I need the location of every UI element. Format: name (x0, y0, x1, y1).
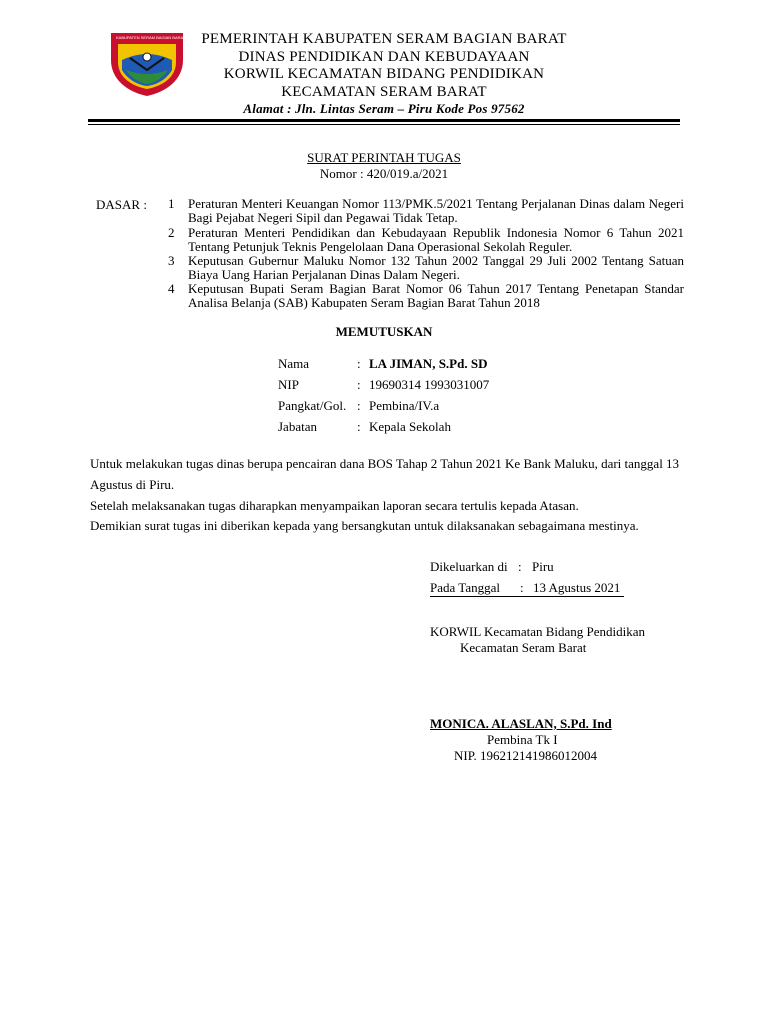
assignee-label: Nama (278, 356, 310, 371)
signatory-rank: Pembina Tk I (487, 732, 558, 747)
assignee-separator: : (357, 419, 361, 434)
issued-date-separator: : (520, 580, 524, 595)
signatory-name: MONICA. ALASLAN, S.Pd. Ind (430, 716, 612, 731)
issued-place: Piru (532, 559, 554, 574)
dasar-item (168, 226, 688, 254)
dasar-item (168, 254, 688, 282)
dasar-label: DASAR : (96, 197, 147, 212)
dasar-item-text: Peraturan Menteri Pendidikan dan Kebudayaan Republik Indonesia Nomor 6 Tahun 2021 Tentang Petunjuk Teknis Pengelolaan Dana Operasional Sekolah Reguler. (188, 225, 684, 254)
dasar-item-text: Keputusan Bupati Seram Bagian Barat Nomor 06 Tahun 2017 Tentang Penetapan Standar Analisa Belanja (SAB) Kabupaten Seram Bagian Barat Tahun 2018 (188, 281, 684, 310)
assignee-rank: Pembina/IV.a (369, 398, 440, 413)
assignee-label: Jabatan (278, 419, 317, 434)
dasar-item-number: 3 (168, 253, 175, 268)
issued-date-row (430, 580, 624, 597)
letterhead-line-4: KECAMATAN SERAM BARAT (281, 84, 487, 100)
assignee-position: Kepala Sekolah (369, 419, 451, 434)
assignee-label: Pangkat/Gol. (278, 398, 347, 413)
letterhead-line-2: DINAS PENDIDIKAN DAN KEBUDAYAAN (238, 49, 530, 65)
dasar-item (168, 197, 688, 225)
letterhead-rule-thick (88, 119, 680, 122)
signatory-office-line-2: Kecamatan Seram Barat (460, 640, 587, 655)
issued-place-label: Dikeluarkan di (430, 559, 508, 574)
letterhead-address: Alamat : Jln. Lintas Seram – Piru Kode Pos 97562 (243, 101, 525, 116)
body-paragraph-task: Untuk melakukan tugas dinas berupa pencairan dana BOS Tahap 2 Tahun 2021 Ke Bank Maluku, dari tanggal 13 Agustus di Piru. (90, 456, 680, 492)
signatory-nip: NIP. 196212141986012004 (454, 748, 598, 763)
letterhead-rule-thin (88, 124, 680, 125)
dasar-item-text: Peraturan Menteri Keuangan Nomor 113/PMK.5/2021 Tentang Perjalanan Dinas dalam Negeri Bagi Pejabat Negeri Sipil dan Pegawai Tidak Tetap. (188, 196, 684, 225)
letterhead-line-3: KORWIL KECAMATAN BIDANG PENDIDIKAN (223, 66, 545, 82)
letter-title: SURAT PERINTAH TUGAS (307, 150, 461, 165)
issued-date-label: Pada Tanggal (430, 580, 500, 595)
letter-number: Nomor : 420/019.a/2021 (319, 166, 449, 181)
dasar-item-number: 2 (168, 225, 175, 240)
assignee-separator: : (357, 398, 361, 413)
dasar-item-number: 4 (168, 281, 175, 296)
issued-place-separator: : (518, 559, 522, 574)
assignee-nip: 19690314 1993031007 (369, 377, 490, 392)
assignee-name: LA JIMAN, S.Pd. SD (369, 356, 488, 371)
dasar-item-text: Keputusan Gubernur Maluku Nomor 132 Tahun 2002 Tanggal 29 Juli 2002 Tentang Satuan Biaya Uang Harian Perjalanan Dinas Dalam Negeri. (188, 253, 684, 282)
body-paragraph-report: Setelah melaksanakan tugas diharapkan menyampaikan laporan secara tertulis kepada Atasan. (90, 498, 579, 513)
issued-date: 13 Agustus 2021 (533, 580, 621, 595)
logo-caption: KABUPATEN SERAM BAGIAN BARAT (116, 35, 186, 40)
letterhead (0, 0, 768, 125)
dasar-item (168, 282, 688, 310)
assignee-label: NIP (278, 377, 299, 392)
decision-heading: MEMUTUSKAN (335, 324, 433, 339)
letterhead-line-1: PEMERINTAH KABUPATEN SERAM BAGIAN BARAT (201, 31, 567, 47)
body-paragraph-closing: Demikian surat tugas ini diberikan kepada yang bersangkutan untuk dilaksanakan sebagaimana mestinya. (90, 518, 639, 533)
signatory-office-line-1: KORWIL Kecamatan Bidang Pendidikan (430, 624, 646, 639)
assignee-separator: : (357, 356, 361, 371)
dasar-item-number: 1 (168, 196, 175, 211)
assignee-separator: : (357, 377, 361, 392)
